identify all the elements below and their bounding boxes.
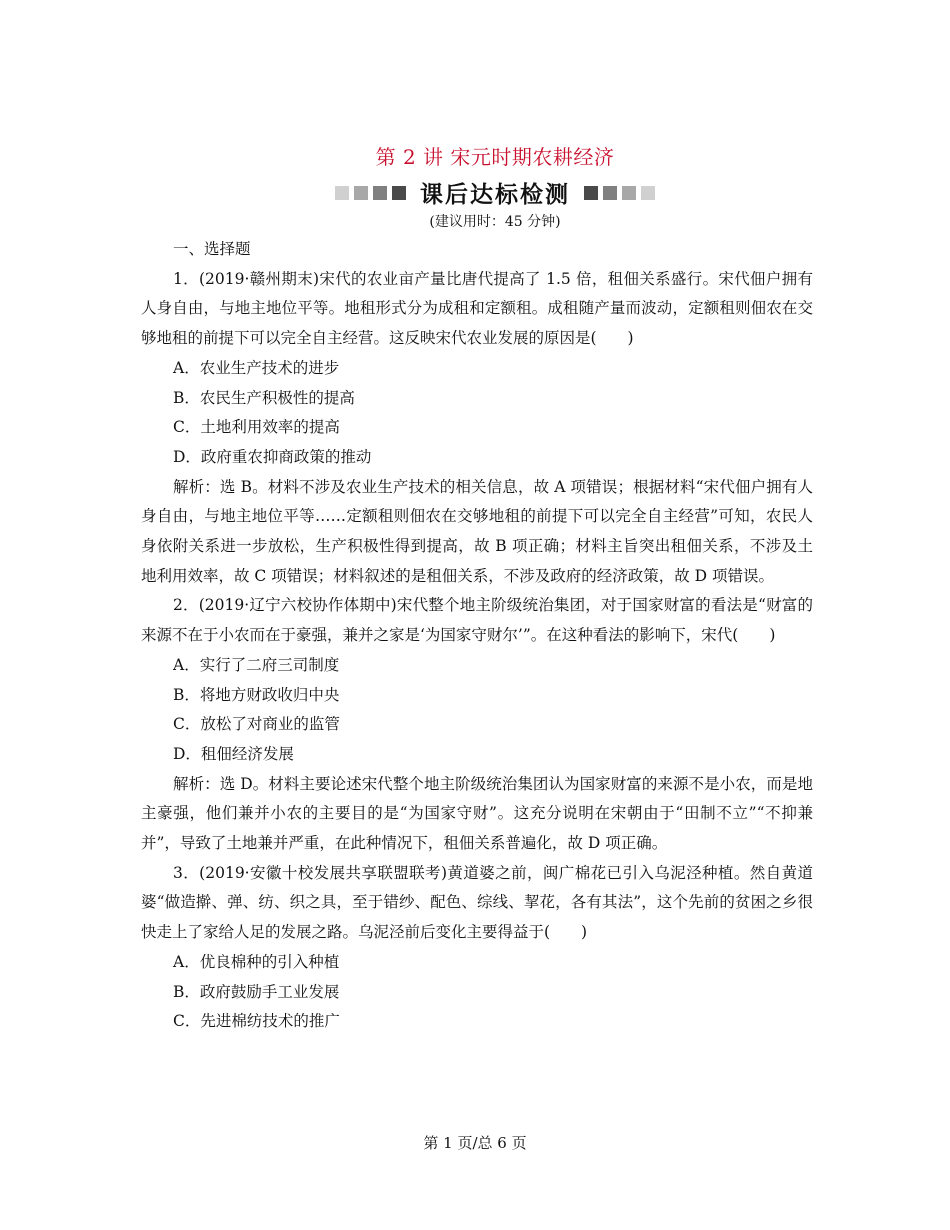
question-stem: 2．(2019·辽宁六校协作体期中)宋代整个地主阶级统治集团，对于国家财富的看法是“财富的来源不在于小农而在于豪强，兼并之家是‘为国家守财尔’”。在这种看法的影响下，宋代( ) [141, 596, 813, 645]
suggested-time: (建议用时：45 分钟) [429, 214, 561, 230]
option-c: C．放松了对商业的监管 [173, 715, 340, 734]
option-c: C．土地利用效率的提高 [173, 418, 340, 437]
option-c: C．先进棉纺技术的推广 [173, 1012, 340, 1031]
option-b: B．政府鼓励手工业发展 [173, 982, 340, 1001]
page-number: 第 1 页/总 6 页 [423, 1134, 527, 1152]
decor-square-icon [373, 186, 387, 200]
option-d: D．政府重农抑商政策的推动 [173, 447, 372, 466]
page-title: 第 2 讲 宋元时期农耕经济 [375, 145, 615, 169]
option-b: B．将地方财政收归中央 [173, 685, 340, 704]
option-a: A．农业生产技术的进步 [173, 358, 340, 377]
decor-square-icon [354, 186, 368, 200]
decor-square-icon [392, 186, 406, 200]
section-banner [0, 176, 950, 209]
decor-square-icon [622, 186, 636, 200]
banner-squares-left [335, 186, 406, 200]
decor-square-icon [335, 186, 349, 200]
decor-square-icon [603, 186, 617, 200]
banner-heading: 课后达标检测 [420, 182, 570, 208]
analysis: 解析：选 D。材料主要论述宋代整个地主阶级统治集团认为国家财富的来源不是小农，而是地主豪强，他们兼并小农的主要目的是“为国家守财”。这充分说明在宋朝由于“田制不立”“不抑兼并”，导致了土地兼并严重，在此种情况下，租佃关系普遍化，故 D 项正确。 [141, 774, 813, 853]
banner-squares-right [584, 186, 655, 200]
option-a: A．优良棉种的引入种植 [173, 952, 340, 971]
option-d: D．租佃经济发展 [173, 744, 294, 763]
question-stem: 1．(2019·赣州期末)宋代的农业亩产量比唐代提高了 1.5 倍，租佃关系盛行。宋代佃户拥有人身自由，与地主地位平等。地租形式分为成租和定额租。成租随产量而波动，定额租则佃农在交够地租的前提下可以完全自主经营。这反映宋代农业发展的原因是( ) [141, 269, 813, 348]
question-stem: 3．(2019·安徽十校发展共享联盟联考)黄道婆之前，闽广棉花已引入乌泥泾种植。然自黄道婆“做造擀、弹、纺、织之具，至于错纱、配色、综线、挈花，各有其法”，这个先前的贫困之乡很快走上了家给人足的发展之路。乌泥泾前后变化主要得益于( ) [141, 863, 813, 942]
decor-square-icon [641, 186, 655, 200]
analysis: 解析：选 B。材料不涉及农业生产技术的相关信息，故 A 项错误；根据材料“宋代佃户拥有人身自由，与地主地位平等……定额租则佃农在交够地租的前提下可以完全自主经营”可知，农民人身依附关系进一步放松，生产积极性得到提高，故 B 项正确；材料主旨突出租佃关系，不涉及土地利用效率，故 C 项错误；材料叙述的是租佃关系，不涉及政府的经济政策，故 D 项错误。 [141, 477, 813, 585]
option-a: A．实行了二府三司制度 [173, 655, 340, 674]
decor-square-icon [584, 186, 598, 200]
section-heading: 一、选择题 [173, 240, 251, 258]
option-b: B．农民生产积极性的提高 [173, 388, 355, 407]
content [141, 235, 813, 1037]
